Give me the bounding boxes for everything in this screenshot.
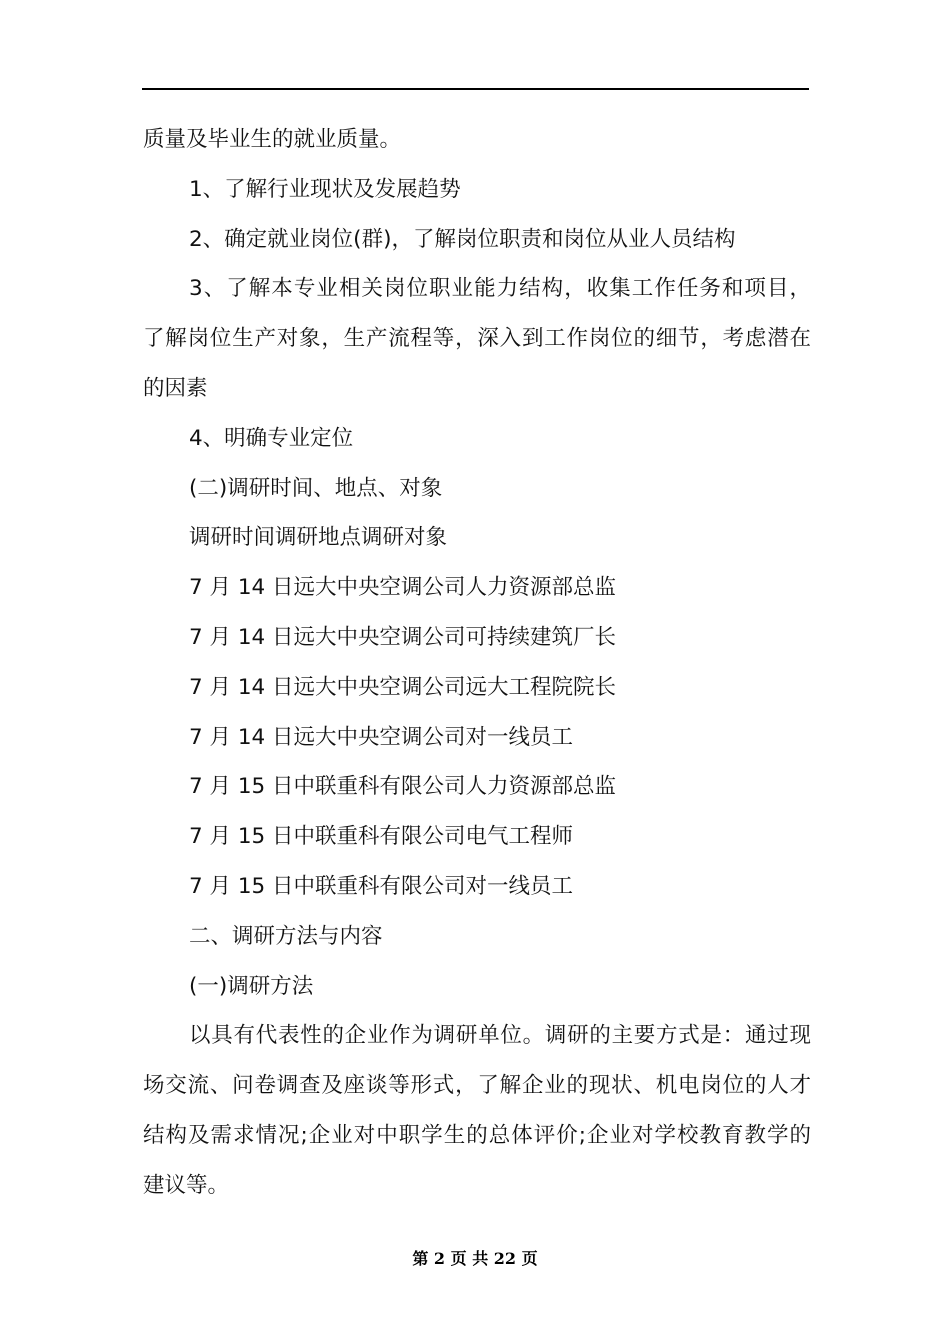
list-item: 4、明确专业定位 bbox=[189, 425, 354, 451]
list-item: 3、了解本专业相关岗位职业能力结构，收集工作任务和项目， bbox=[189, 276, 811, 302]
table-header-row: 调研时间调研地点调研对象 bbox=[189, 525, 448, 551]
table-row: 7 月 14 日远大中央空调公司人力资源部总监 bbox=[189, 575, 617, 601]
list-item: 1、了解行业现状及发展趋势 bbox=[189, 176, 461, 202]
table-row: 7 月 14 日远大中央空调公司对一线员工 bbox=[189, 724, 574, 750]
paragraph-line: 的因素 bbox=[143, 375, 208, 401]
paragraph-line: 以具有代表性的企业作为调研单位。调研的主要方式是：通过现 bbox=[189, 1023, 811, 1049]
paragraph-line: 了解岗位生产对象，生产流程等，深入到工作岗位的细节，考虑潜在 bbox=[143, 326, 811, 352]
table-row: 7 月 14 日远大中央空调公司可持续建筑厂长 bbox=[189, 624, 617, 650]
paragraph-line: 场交流、问卷调查及座谈等形式，了解企业的现状、机电岗位的人才 bbox=[143, 1073, 811, 1099]
paragraph-line: 质量及毕业生的就业质量。 bbox=[143, 127, 402, 152]
table-row: 7 月 14 日远大中央空调公司远大工程院院长 bbox=[189, 674, 617, 700]
subsection-heading: (一)调研方法 bbox=[189, 973, 314, 999]
header-rule bbox=[142, 88, 809, 90]
paragraph-line: 结构及需求情况;企业对中职学生的总体评价;企业对学校教育教学的 bbox=[143, 1122, 811, 1148]
table-row: 7 月 15 日中联重科有限公司电气工程师 bbox=[189, 824, 574, 850]
paragraph-line: 建议等。 bbox=[143, 1172, 230, 1198]
table-row: 7 月 15 日中联重科有限公司对一线员工 bbox=[189, 873, 574, 899]
list-item: 2、确定就业岗位(群)，了解岗位职责和岗位从业人员结构 bbox=[189, 226, 736, 252]
document-body bbox=[143, 115, 811, 1211]
page-number-footer: 第 2 页 共 22 页 bbox=[412, 1249, 538, 1268]
table-row: 7 月 15 日中联重科有限公司人力资源部总监 bbox=[189, 774, 617, 800]
section-heading: 二、调研方法与内容 bbox=[189, 923, 383, 949]
section-heading: (二)调研时间、地点、对象 bbox=[189, 475, 443, 501]
